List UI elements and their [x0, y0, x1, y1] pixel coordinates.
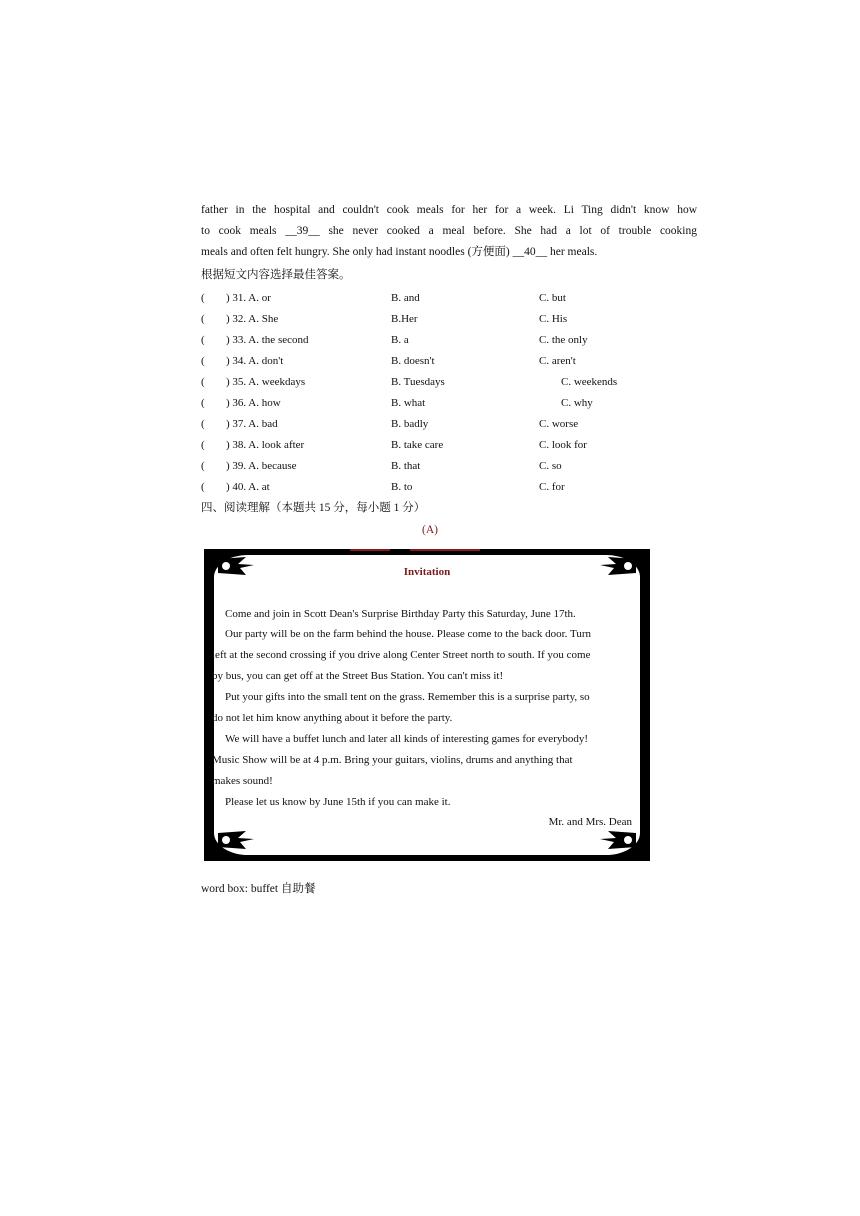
passage-line-3: meals and often felt hungry. She only had instant noodles (方便面) __40__ her meals. [201, 246, 598, 258]
option-c: C. aren't [539, 355, 576, 367]
option-c: C. weekends [561, 376, 618, 388]
option-a: ) 39. A. because [226, 460, 297, 472]
answer-paren: ( [201, 418, 205, 430]
answer-paren: ( [201, 439, 205, 451]
invitation-inner [214, 555, 640, 855]
option-c: C. so [539, 460, 562, 472]
question-38 [201, 438, 701, 454]
option-b: B. take care [391, 439, 444, 451]
answer-paren: ( [201, 313, 205, 325]
question-36 [201, 396, 701, 412]
question-31 [201, 291, 701, 307]
invitation-line-10: Please let us know by June 15th if you can make it. [225, 796, 451, 808]
answer-paren: ( [201, 376, 205, 388]
option-b: B. and [391, 292, 420, 304]
option-a: ) 38. A. look after [226, 439, 305, 451]
answer-paren: ( [201, 355, 205, 367]
option-a: ) 40. A. at [226, 481, 270, 493]
question-33 [201, 333, 701, 349]
option-c: C. worse [539, 418, 579, 430]
answer-paren: ( [201, 481, 205, 493]
invitation-line-8: Music Show will be at 4 p.m. Bring your guitars, violins, drums and anything that [212, 754, 573, 766]
option-b: B. a [391, 334, 409, 346]
section-title: 四、阅读理解（本题共 15 分，每小题 1 分） [201, 502, 426, 514]
invitation-frame [204, 549, 650, 861]
decor-line [350, 549, 390, 551]
option-c: C. why [561, 397, 593, 409]
option-c: C. look for [539, 439, 587, 451]
invitation-line-7: We will have a buffet lunch and later all kinds of interesting games for everybody! [225, 733, 589, 745]
option-c: C. His [539, 313, 568, 325]
option-b: B. doesn't [391, 355, 435, 367]
question-32 [201, 312, 701, 328]
passage-line-2: to cook meals __39__ she never cooked a meal before. She had a lot of trouble cooking [201, 225, 697, 237]
option-a: ) 31. A. or [226, 292, 271, 304]
answer-paren: ( [201, 292, 205, 304]
question-34 [201, 354, 701, 370]
question-37 [201, 417, 701, 433]
option-b: B. badly [391, 418, 429, 430]
option-c: C. but [539, 292, 566, 304]
option-b: B. what [391, 397, 426, 409]
question-40 [201, 480, 701, 496]
invitation-line-5: Put your gifts into the small tent on the grass. Remember this is a surprise party, so [225, 691, 590, 703]
invitation-line-3: left at the second crossing if you drive along Center Street north to south. If you come [212, 649, 591, 661]
invitation-title: Invitation [403, 566, 451, 578]
decor-line [410, 549, 480, 551]
corner-ornament-bottom-left-icon [216, 829, 256, 855]
passage-line-1: father in the hospital and couldn't cook meals for her for a week. Li Ting didn't know how [201, 204, 697, 216]
option-a: ) 34. A. don't [226, 355, 284, 367]
question-39 [201, 459, 701, 475]
answer-paren: ( [201, 397, 205, 409]
option-b: B. that [391, 460, 421, 472]
instruction-text: 根据短文内容选择最佳答案。 [201, 269, 351, 281]
answer-paren: ( [201, 460, 205, 472]
option-c: C. the only [539, 334, 588, 346]
option-a: ) 33. A. the second [226, 334, 309, 346]
option-b: B. Tuesdays [391, 376, 445, 388]
option-a: ) 32. A. She [226, 313, 279, 325]
invitation-signature: Mr. and Mrs. Dean [548, 816, 632, 828]
option-c: C. for [539, 481, 565, 493]
question-35 [201, 375, 701, 391]
corner-ornament-bottom-right-icon [598, 829, 638, 855]
option-b: B.Her [391, 313, 418, 325]
option-a: ) 37. A. bad [226, 418, 278, 430]
invitation-line-9: makes sound! [212, 775, 273, 787]
answer-paren: ( [201, 334, 205, 346]
option-a: ) 35. A. weekdays [226, 376, 306, 388]
option-a: ) 36. A. how [226, 397, 281, 409]
invitation-line-2: Our party will be on the farm behind the house. Please come to the back door. Turn [225, 628, 591, 640]
word-box: word box: buffet 自助餐 [201, 883, 316, 895]
subsection-label: (A) [422, 524, 438, 536]
option-b: B. to [391, 481, 413, 493]
invitation-line-6: do not let him know anything about it before the party. [212, 712, 453, 724]
invitation-line-1: Come and join in Scott Dean's Surprise Birthday Party this Saturday, June 17th. [225, 608, 576, 620]
invitation-line-4: by bus, you can get off at the Street Bus Station. You can't miss it! [212, 670, 504, 682]
